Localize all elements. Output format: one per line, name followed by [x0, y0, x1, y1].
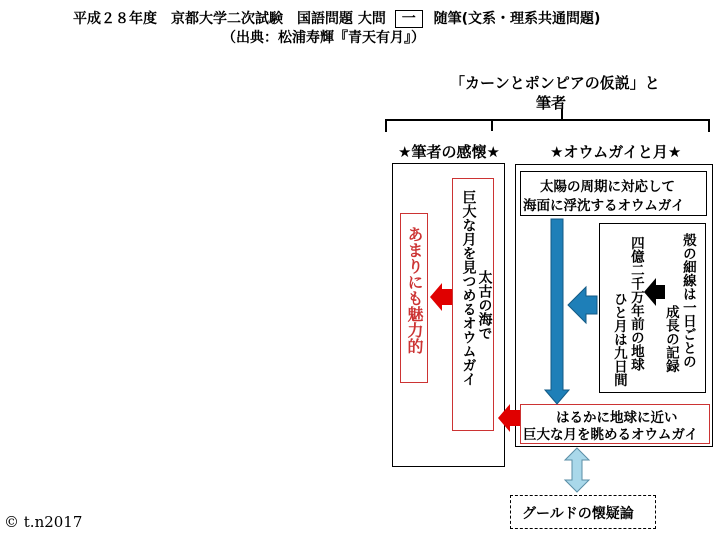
record-text-col-3: 四億二千万年前の地球: [627, 236, 644, 371]
top-fact-line-2: 海面に浮沈するオウムガイ: [523, 198, 685, 214]
left-section-title: ★筆者の感懐★: [398, 143, 500, 161]
record-text-col-2: 成長の記録: [662, 305, 679, 373]
record-text-col-4: ひと月は九日間: [610, 292, 627, 387]
bottom-fact-line-2: 巨大な月を眺めるオウムガイ: [523, 427, 698, 443]
record-text-col-1: 殻の細線は一日ごとの: [679, 233, 696, 368]
vertical-text-left: 太古の海で: [476, 270, 493, 340]
doubt-label: グールドの懐疑論: [522, 506, 634, 522]
question-number-box: 一: [395, 10, 423, 28]
blue-down-arrow: [545, 219, 569, 404]
copyright-text: © t.n2017: [4, 513, 83, 531]
light-blue-double-arrow: [565, 448, 589, 492]
red-arrow-bottom: [498, 404, 520, 432]
blue-left-arrow: [568, 287, 597, 323]
header-title: 平成２８年度 京都大学二次試験 国語問題 大問: [73, 11, 386, 27]
top-fact-line-1: 太陽の周期に対応して: [540, 179, 675, 195]
header-source: （出典：松浦寿輝『青天有月』）: [222, 30, 425, 46]
right-section-title: ★オウムガイと月★: [550, 143, 682, 161]
black-left-arrow: [644, 278, 665, 306]
red-arrow-conclusion: [430, 283, 452, 311]
theory-label-line-1: 「カーンとポンピアの仮説」と: [450, 74, 660, 92]
conclusion-text: あまりにも魅力的: [405, 226, 424, 354]
bottom-fact-line-1: はるかに地球に近い: [556, 410, 678, 426]
theory-label-line-2: 筆者: [536, 94, 567, 112]
header-subtitle: 随筆(文系・理系共通問題): [433, 11, 601, 27]
vertical-text-right: 巨大な月を見つめるオウムガイ: [460, 190, 477, 386]
